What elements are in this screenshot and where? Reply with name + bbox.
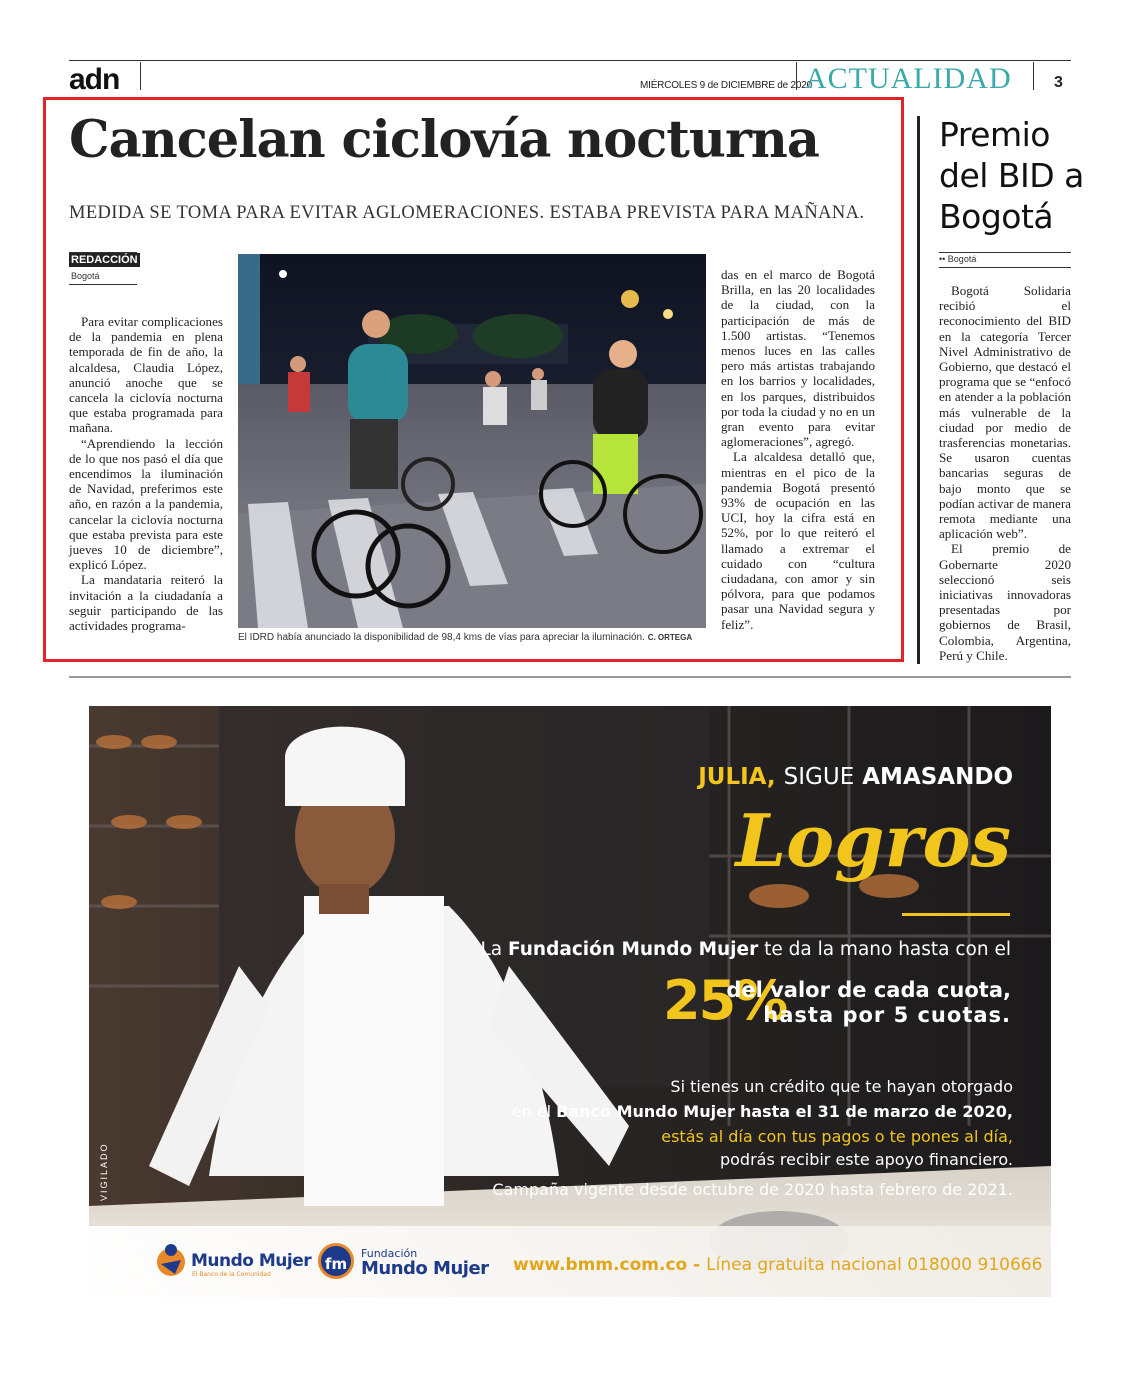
article-byline: REDACCIÓN xyxy=(71,254,138,266)
ad-bank: Banco Mundo Mujer xyxy=(556,1102,735,1121)
ad-p3: estás al día con tus pagos o te pones al día, xyxy=(661,1127,1013,1146)
article-deck: MEDIDA SE TOMA PARA EVITAR AGLOMERACIONES. ESTABA PREVISTA PARA MAÑANA. xyxy=(69,203,865,223)
ad-script-word: Logros xyxy=(735,798,1011,883)
fundacion-logo-icon: fm xyxy=(318,1243,354,1279)
section-title: ACTUALIDAD xyxy=(805,62,1012,95)
paragraph: Bogotá Solidaria recibió el reconocimiento del BID en la categoría Tercer Nivel Administrativo de Gobierno, que destacó el programa que se “enfocó en atender a la población más vulnerable de la ciudad por medio de trasferencias monetarias. Se usaron cuentas bancarias seguras de bajo monto que se podían activar de manera remota mediante una aplicación web”. xyxy=(939,283,1071,542)
caption-text: El IDRD había anunciado la disponibilidad de 98,4 kms de vías para apreciar la iluminación. xyxy=(238,632,645,643)
ad-website: www.bmm.com.co xyxy=(513,1255,688,1275)
ad-hotline: Línea gratuita nacional 018000 910666 xyxy=(706,1255,1043,1275)
mundo-mujer-logo-icon xyxy=(155,1242,187,1278)
fundacion-logo-text: Mundo Mujer xyxy=(361,1258,489,1279)
paragraph: “Aprendiendo la lección de lo que nos pasó el día que encendimos la iluminación de Navidad, preferimos este año, en razón a la pandemia, cancelar la ciclovía nocturna que estaba prevista para este jueves 10 de diciembre”, explicó López. xyxy=(69,435,223,573)
ad-line2: del valor de cada cuota, xyxy=(726,978,1011,1002)
divider xyxy=(939,267,1071,268)
ad-word: La xyxy=(480,939,503,960)
headline-line: del BID a xyxy=(939,156,1084,195)
ad-p4: podrás recibir este apoyo financiero. xyxy=(719,1150,1013,1169)
page-divider xyxy=(69,676,1071,678)
newspaper-logo: adn xyxy=(69,63,120,96)
ad-campaign: Campaña vigente desde octubre de 2020 hasta febrero de 2021. xyxy=(492,1180,1013,1199)
paragraph: Para evitar complicaciones de la pandemia en plena temporada de fin de año, la alcaldesa, Claudia López, anunció anoche que se cancela la ciclovía nocturna que estaba programada para mañana. xyxy=(69,314,223,436)
issue-date: MIÉRCOLES 9 de DICIEMBRE de 2020 xyxy=(640,80,813,91)
divider xyxy=(1033,62,1034,90)
ad-word: SIGUE xyxy=(783,764,855,790)
ad-headline xyxy=(698,764,1013,790)
sidebar-divider xyxy=(917,116,920,664)
paragraph: La alcaldesa detalló que, mientras en el pico de la pandemia Bogotá presentó 93% de ocupación en las UCI, hoy la cifra está en 52%, por lo que reiteró el llamado a extremar el cuidado con “cultura ciudadana, con amor y sin pólvora, para que podamos pasar una Navidad segura y feliz”. xyxy=(721,449,875,632)
mundo-mujer-logo-tagline: El Banco de la Comunidad xyxy=(192,1271,271,1278)
ad-word: en el xyxy=(511,1102,552,1121)
article-highlight-box xyxy=(43,97,904,662)
ad-word: te da la mano hasta con el xyxy=(764,939,1011,960)
ad-line1 xyxy=(481,939,1012,960)
fundacion-logo-top: Fundación xyxy=(361,1247,418,1260)
sidebar-body xyxy=(939,283,1071,663)
ad-word: hasta el 31 de marzo de 2020, xyxy=(739,1102,1013,1121)
ad-p2 xyxy=(512,1102,1013,1121)
article-headline: Cancelan ciclovía nocturna xyxy=(69,110,819,170)
photo-credit: C. ORTEGA xyxy=(647,633,693,642)
ad-name: JULIA, xyxy=(698,764,776,790)
masthead-rule xyxy=(69,60,1071,61)
page-number: 3 xyxy=(1054,74,1063,91)
headline-line: Premio xyxy=(939,115,1050,154)
divider xyxy=(796,62,797,90)
ad-word: AMASANDO xyxy=(862,764,1013,790)
ad-url xyxy=(513,1255,1042,1275)
sidebar-location: •• Bogotá xyxy=(939,254,977,264)
ad-line3: hasta por 5 cuotas. xyxy=(763,1003,1011,1027)
advertisement xyxy=(89,706,1051,1297)
paragraph: La mandataria reiteró la invitación a la ciudadanía a seguir participando de las actividades programa- xyxy=(69,572,223,634)
ad-foundation: Fundación Mundo Mujer xyxy=(508,939,759,960)
ad-separator: - xyxy=(693,1255,701,1275)
divider xyxy=(140,62,141,90)
ad-percent: 25% xyxy=(663,969,787,1032)
article-location: Bogotá xyxy=(71,271,100,281)
sidebar-headline xyxy=(939,114,1084,237)
ad-p1: Si tienes un crédito que te hayan otorgado xyxy=(670,1077,1013,1096)
paragraph: das en el marco de Bogotá Brilla, en las 20 localidades de la ciudad, con la participación de más de 1.500 artistas. “Tenemos menos luces en las calles pero más artistas trabajando en los barrios y localidades, en los parques, distribuidos por toda la ciudad y no en un gran evento para evitar aglomeraciones”, agregó. xyxy=(721,267,875,450)
mundo-mujer-logo-text: Mundo Mujer xyxy=(191,1251,312,1271)
headline-line: Bogotá xyxy=(939,197,1054,236)
ad-underline xyxy=(902,913,1010,916)
divider xyxy=(939,252,1071,253)
vigilado-label: VIGILADO xyxy=(99,1142,109,1201)
paragraph: El premio de Gobernarte 2020 seleccionó seis iniciativas innovadoras presentadas por gobiernos de Brasil, Colombia, Argentina, Perú y Chile. xyxy=(939,541,1071,663)
